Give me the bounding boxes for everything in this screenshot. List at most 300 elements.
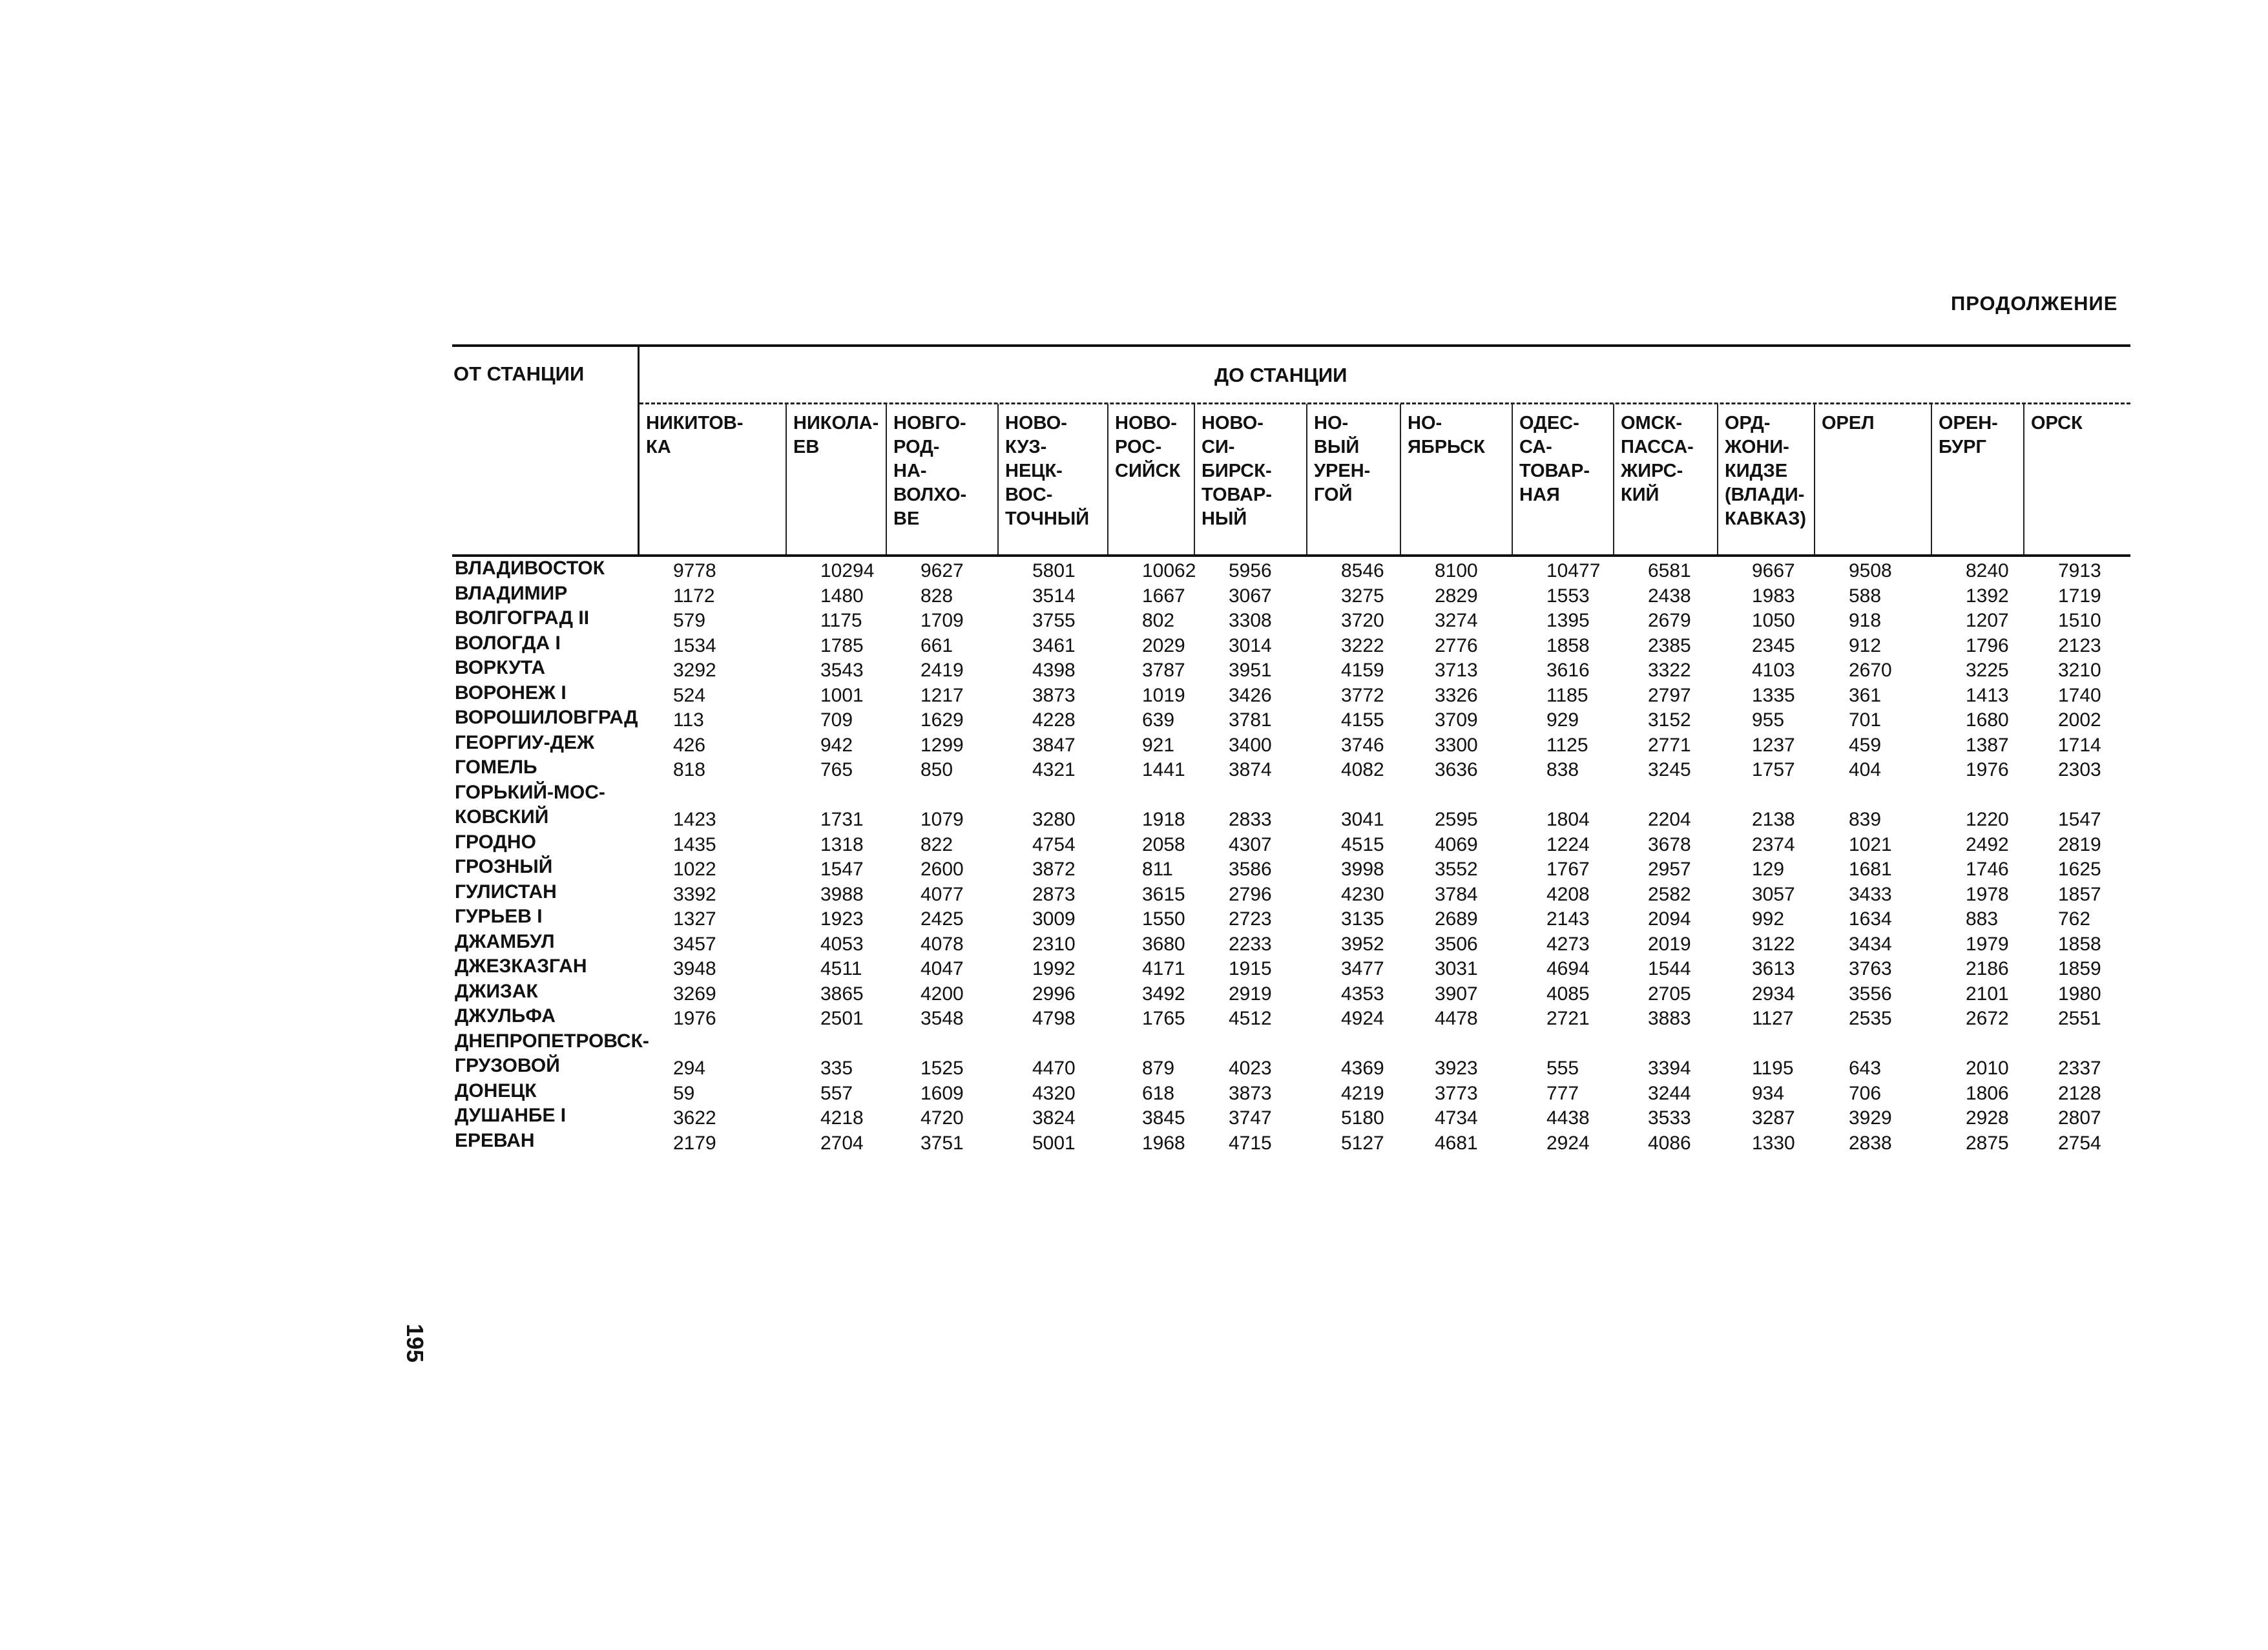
distance-cell: 1785 [820,634,864,656]
distance-cell: 459 [1849,734,1882,756]
distance-cell: 3845 [1142,1107,1185,1129]
distance-cell: 4082 [1341,759,1384,780]
page-number: 195 [402,1323,429,1363]
distance-cell: 1172 [673,585,715,607]
distance-cell: 294 [673,1058,706,1079]
table-row [452,1005,2130,1030]
distance-cell: 1714 [2058,734,2101,756]
distance-cell: 3874 [1229,759,1272,780]
column-separator [1717,404,1718,555]
distance-cell: 4155 [1341,709,1384,731]
distance-cell: 4273 [1546,933,1590,955]
column-header: НИКОЛА- ЕВ [793,413,879,457]
column-header: НОВО- СИ- БИРСК- ТОВАР- НЫЙ [1202,413,1272,529]
distance-cell: 1625 [2058,859,2101,880]
distance-cell: 3292 [673,660,716,681]
distance-cell: 59 [673,1082,695,1104]
distance-cell: 921 [1142,734,1175,756]
distance-cell: 3865 [820,983,864,1005]
distance-cell: 2138 [1752,809,1795,830]
distance-cell: 2754 [2058,1132,2101,1154]
distance-cell: 113 [673,709,704,731]
distance-cell: 1992 [1032,958,1076,979]
distance-cell: 1980 [2058,983,2101,1005]
table-row [452,1105,2130,1129]
distance-cell: 618 [1142,1082,1175,1104]
distance-cell: 3951 [1229,660,1272,681]
distance-cell: 2829 [1435,585,1478,607]
column-separator [785,404,787,555]
station-name: ЕРЕВАН [455,1129,535,1151]
distance-cell: 1395 [1546,610,1590,631]
distance-cell: 4228 [1032,709,1076,731]
distance-cell: 1335 [1752,684,1795,706]
distance-cell: 1330 [1752,1132,1795,1154]
table-row [452,1055,2130,1080]
distance-cell: 3031 [1435,958,1478,979]
station-name: ДЖИЗАК [455,980,538,1002]
distance-cell: 828 [921,585,953,607]
distance-cell: 2670 [1849,660,1892,681]
distance-cell: 2819 [2058,833,2101,855]
distance-cell: 4353 [1341,983,1384,1005]
distance-cell: 3556 [1849,983,1892,1005]
distance-cell: 4681 [1435,1132,1478,1154]
distance-cell: 4924 [1341,1008,1384,1029]
distance-cell: 3434 [1849,933,1892,955]
station-name: ДЖУЛЬФА [455,1005,556,1027]
distance-cell: 5956 [1229,560,1272,581]
distance-cell: 1019 [1142,684,1185,706]
distance-cell: 818 [673,759,706,780]
distance-cell: 2123 [2058,634,2101,656]
distance-cell: 3322 [1648,660,1691,681]
distance-cell: 4734 [1435,1107,1478,1129]
column-separator [1512,404,1513,555]
distance-cell: 9508 [1849,560,1892,581]
distance-cell: 1857 [2058,883,2101,905]
distance-cell: 2128 [2058,1082,2101,1104]
distance-cell: 3787 [1142,660,1185,681]
column-separator [886,404,887,555]
distance-cell: 3394 [1648,1058,1691,1079]
distance-cell: 1510 [2058,610,2101,631]
distance-cell: 588 [1849,585,1882,607]
distance-cell: 4171 [1142,958,1185,979]
distance-cell: 2776 [1435,634,1478,656]
column-separator [1814,404,1815,555]
distance-cell: 3492 [1142,983,1185,1005]
station-name: ДНЕПРОПЕТРОВСК- [455,1030,649,1052]
distance-cell: 1547 [2058,809,2101,830]
distance-cell: 929 [1546,709,1579,731]
distance-cell: 2204 [1648,809,1691,830]
column-separator [1194,404,1195,555]
table-row [452,881,2130,906]
station-name: ГУЛИСТАН [455,881,557,903]
distance-cell: 1127 [1752,1008,1794,1029]
distance-cell: 1983 [1752,585,1795,607]
distance-cell: 1978 [1966,883,2009,905]
distance-cell: 3548 [921,1008,964,1029]
distance-cell: 2689 [1435,908,1478,930]
distance-cell: 709 [820,709,853,731]
distance-cell: 3713 [1435,660,1478,681]
distance-cell: 4512 [1229,1008,1272,1029]
table-row [452,1080,2130,1105]
distance-cell: 4369 [1341,1058,1384,1079]
distance-cell: 4754 [1032,833,1076,855]
distance-cell: 4103 [1752,660,1795,681]
distance-cell: 4798 [1032,1008,1076,1029]
distance-cell: 1050 [1752,610,1795,631]
distance-cell: 942 [820,734,853,756]
distance-cell: 1220 [1966,809,2009,830]
distance-cell: 4200 [921,983,964,1005]
station-name: ВОРКУТА [455,657,546,678]
distance-cell: 3907 [1435,983,1478,1005]
from-station-header: ОТ СТАНЦИИ [453,362,585,385]
distance-cell: 3988 [820,883,864,905]
table-row [452,607,2130,632]
distance-cell: 3680 [1142,933,1185,955]
table-row-label-continued [452,1030,2130,1055]
distance-cell: 3636 [1435,759,1478,780]
distance-cell: 4230 [1341,883,1384,905]
distance-cell: 1299 [921,734,964,756]
distance-cell: 1979 [1966,933,2009,955]
distance-cell: 3057 [1752,883,1795,905]
table-row [452,682,2130,707]
distance-cell: 3720 [1341,610,1384,631]
distance-cell: 934 [1752,1082,1785,1104]
distance-cell: 3274 [1435,610,1478,631]
distance-cell: 1709 [921,610,964,631]
distance-cell: 2833 [1229,809,1272,830]
distance-cell: 1207 [1966,610,2009,631]
distance-cell: 850 [921,759,953,780]
station-name: ГРОДНО [455,831,536,853]
distance-cell: 1746 [1966,859,2009,880]
station-name: ГУРЬЕВ I [455,906,543,927]
distance-cell: 1224 [1546,833,1590,855]
distance-cell: 9778 [673,560,716,581]
column-separator [1400,404,1401,555]
distance-cell: 3477 [1341,958,1384,979]
distance-cell: 10062 [1142,560,1196,581]
distance-cell: 2679 [1648,610,1691,631]
distance-cell: 10477 [1546,560,1601,581]
distance-cell: 1001 [820,684,864,706]
distance-cell: 3998 [1341,859,1384,880]
distance-cell: 2595 [1435,809,1478,830]
distance-cell: 361 [1849,684,1882,706]
distance-cell: 4438 [1546,1107,1590,1129]
distance-cell: 2019 [1648,933,1691,955]
distance-cell: 883 [1966,908,1999,930]
distance-cell: 1976 [1966,759,2009,780]
distance-cell: 4078 [921,933,964,955]
distance-cell: 4208 [1546,883,1590,905]
distance-cell: 2924 [1546,1132,1590,1154]
distance-cell: 4478 [1435,1008,1478,1029]
distance-cell: 765 [820,759,853,780]
distance-cell: 3873 [1229,1082,1272,1104]
distance-cell: 3009 [1032,908,1076,930]
distance-cell: 3210 [2058,660,2101,681]
distance-cell: 2029 [1142,634,1185,656]
distance-cell: 2438 [1648,585,1691,607]
distance-cell: 3392 [673,883,716,905]
distance-cell: 9627 [921,560,964,581]
distance-cell: 4077 [921,883,964,905]
distance-cell: 1629 [921,709,964,731]
distance-cell: 1968 [1142,1132,1185,1154]
distance-cell: 3122 [1752,933,1795,955]
distance-cell: 3552 [1435,859,1478,880]
column-header: ОДЕС- СА- ТОВАР- НАЯ [1519,413,1590,505]
distance-cell: 1858 [2058,933,2101,955]
distance-cell: 3506 [1435,933,1478,955]
header-divider [638,347,640,555]
distance-cell: 2875 [1966,1132,2009,1154]
distance-cell: 5127 [1341,1132,1384,1154]
station-name: ВЛАДИМИР [455,582,568,604]
distance-cell: 1175 [820,610,862,631]
distance-cell: 2101 [1966,983,2009,1005]
distance-cell: 2186 [1966,958,2009,979]
distance-cell: 2233 [1229,933,1272,955]
distance-cell: 918 [1849,610,1882,631]
station-name: ДЖЕЗКАЗГАН [455,956,587,977]
table-row [452,806,2130,831]
distance-cell: 4320 [1032,1082,1076,1104]
distance-cell: 3433 [1849,883,1892,905]
distance-cell: 1125 [1546,734,1588,756]
distance-cell: 524 [673,684,706,706]
distance-cell: 3709 [1435,709,1478,731]
column-separator [2023,404,2024,555]
distance-cell: 2501 [820,1008,864,1029]
station-name: ВЛАДИВОСТОК [455,558,605,579]
distance-cell: 3533 [1648,1107,1691,1129]
station-name: ГЕОРГИУ-ДЕЖ [455,731,595,753]
distance-cell: 1681 [1849,859,1892,880]
distance-cell: 643 [1849,1058,1882,1079]
distance-cell: 3751 [921,1132,964,1154]
distance-cell: 2058 [1142,833,1185,855]
distance-cell: 1806 [1966,1082,2009,1104]
distance-cell: 811 [1142,859,1173,880]
distance-cell: 2704 [820,1132,864,1154]
table-row [452,981,2130,1005]
distance-cell: 2723 [1229,908,1272,930]
distance-cell: 2873 [1032,883,1076,905]
distance-cell: 1740 [2058,684,2101,706]
station-name: ВОЛОГДА I [455,632,561,654]
distance-cell: 2303 [2058,759,2101,780]
distance-cell: 4715 [1229,1132,1272,1154]
distance-cell: 1550 [1142,908,1185,930]
column-header: ОРСК [2031,413,2083,433]
distance-cell: 1021 [1849,833,1892,855]
distance-cell: 1327 [673,908,716,930]
distance-cell: 2797 [1648,684,1691,706]
distance-cell: 557 [820,1082,853,1104]
distance-cell: 1079 [921,809,964,830]
distance-cell: 3514 [1032,585,1076,607]
station-name: ДЖАМБУЛ [455,930,555,952]
distance-cell: 4398 [1032,660,1076,681]
distance-cell: 129 [1752,859,1785,880]
distance-cell: 555 [1546,1058,1579,1079]
distance-cell: 2419 [921,660,964,681]
distance-cell: 4694 [1546,958,1590,979]
distance-cell: 4023 [1229,1058,1272,1079]
table-row-label-continued [452,782,2130,806]
distance-cell: 4069 [1435,833,1478,855]
distance-cell: 1318 [820,833,864,855]
distance-cell: 4086 [1648,1132,1691,1154]
distance-cell: 3755 [1032,610,1076,631]
header-dashed-rule [640,402,2130,404]
station-name: ВОРОШИЛОВГРАД [455,707,638,728]
distance-cell: 3152 [1648,709,1691,731]
station-name: ВОЛГОГРАД II [455,607,590,629]
table-row [452,906,2130,930]
distance-cell: 3222 [1341,634,1384,656]
column-header: НОВО- КУЗ- НЕЦК- ВОС- ТОЧНЫЙ [1005,413,1090,529]
distance-cell: 4047 [921,958,964,979]
distance-cell: 2919 [1229,983,1272,1005]
distance-cell: 3426 [1229,684,1272,706]
distance-cell: 2425 [921,908,964,930]
distance-cell: 1634 [1849,908,1892,930]
column-separator [1613,404,1614,555]
distance-cell: 1553 [1546,585,1590,607]
distance-cell: 2807 [2058,1107,2101,1129]
table-row [452,558,2130,582]
distance-cell: 4218 [820,1107,864,1129]
station-name: ДУШАНБЕ I [455,1105,567,1126]
distance-cell: 3613 [1752,958,1795,979]
table-row [452,831,2130,856]
table-row [452,632,2130,657]
distance-cell: 2002 [2058,709,2101,731]
column-header: НОВГО- РОД- НА- ВОЛХО- ВЕ [893,413,967,529]
distance-cell: 1423 [673,809,716,830]
distance-cell: 3678 [1648,833,1691,855]
distance-cell: 1667 [1142,585,1185,607]
distance-cell: 2996 [1032,983,1076,1005]
station-name: ГРОЗНЫЙ [455,856,553,877]
distance-cell: 1680 [1966,709,2009,731]
distance-cell: 2928 [1966,1107,2009,1129]
table-row [452,757,2130,781]
distance-cell: 3772 [1341,684,1384,706]
distance-cell: 4470 [1032,1058,1076,1079]
table-row [452,956,2130,980]
distance-cell: 2838 [1849,1132,1892,1154]
distance-cell: 2771 [1648,734,1691,756]
distance-cell: 3280 [1032,809,1076,830]
distance-cell: 426 [673,734,706,756]
distance-cell: 3245 [1648,759,1691,780]
distance-cell: 1796 [1966,634,2009,656]
distance-cell: 4053 [820,933,864,955]
distance-cell: 1918 [1142,809,1185,830]
distance-cell: 579 [673,610,706,631]
distance-cell: 9667 [1752,560,1795,581]
distance-cell: 3457 [673,933,716,955]
distance-cell: 4219 [1341,1082,1384,1104]
column-header: НО- ВЫЙ УРЕН- ГОЙ [1314,413,1371,505]
column-separator [1306,404,1307,555]
distance-cell: 777 [1546,1082,1579,1104]
distance-cell: 1757 [1752,759,1795,780]
distance-cell: 2179 [673,1132,716,1154]
table-row [452,707,2130,731]
table-row [452,583,2130,607]
column-separator [1931,404,1932,555]
distance-cell: 3883 [1648,1008,1691,1029]
distance-cell: 3326 [1435,684,1478,706]
distance-cell: 3308 [1229,610,1272,631]
column-header: ОМСК- ПАССА- ЖИРС- КИЙ [1621,413,1694,505]
distance-cell: 8100 [1435,560,1478,581]
distance-cell: 3041 [1341,809,1384,830]
column-header: ОРЕЛ [1822,413,1875,433]
distance-cell: 3784 [1435,883,1478,905]
distance-cell: 2934 [1752,983,1795,1005]
continuation-label: ПРОДОЛЖЕНИЕ [1951,292,2118,315]
distance-cell: 822 [921,833,953,855]
distance-cell: 5001 [1032,1132,1076,1154]
distance-cell: 2337 [2058,1058,2101,1079]
distance-cell: 762 [2058,908,2091,930]
distance-cell: 992 [1752,908,1785,930]
distance-cell: 706 [1849,1082,1882,1104]
column-header: ОРД- ЖОНИ- КИДЗЕ (ВЛАДИ- КАВКАЗ) [1725,413,1807,529]
distance-cell: 1480 [820,585,864,607]
distance-cell: 4085 [1546,983,1590,1005]
distance-cell: 3586 [1229,859,1272,880]
distance-cell: 2957 [1648,859,1691,880]
table-top-rule [452,344,2130,347]
distance-cell: 1923 [820,908,864,930]
distance-cell: 839 [1849,809,1882,830]
column-header: НИКИТОВ- КА [646,413,744,457]
distance-cell: 6581 [1648,560,1691,581]
distance-cell: 912 [1849,634,1882,656]
distance-cell: 838 [1546,759,1579,780]
distance-cell: 3616 [1546,660,1590,681]
distance-cell: 4515 [1341,833,1384,855]
distance-cell: 2796 [1229,883,1272,905]
distance-cell: 3763 [1849,958,1892,979]
distance-cell: 2492 [1966,833,2009,855]
station-name: ГРУЗОВОЙ [455,1055,560,1076]
distance-cell: 8546 [1341,560,1384,581]
distance-cell: 2345 [1752,634,1795,656]
distance-cell: 2551 [2058,1008,2101,1029]
distance-cell: 3014 [1229,634,1272,656]
table-row [452,732,2130,757]
distance-cell: 1185 [1546,684,1588,706]
distance-cell: 3773 [1435,1082,1478,1104]
distance-cell: 3746 [1341,734,1384,756]
distance-cell: 1767 [1546,859,1590,880]
